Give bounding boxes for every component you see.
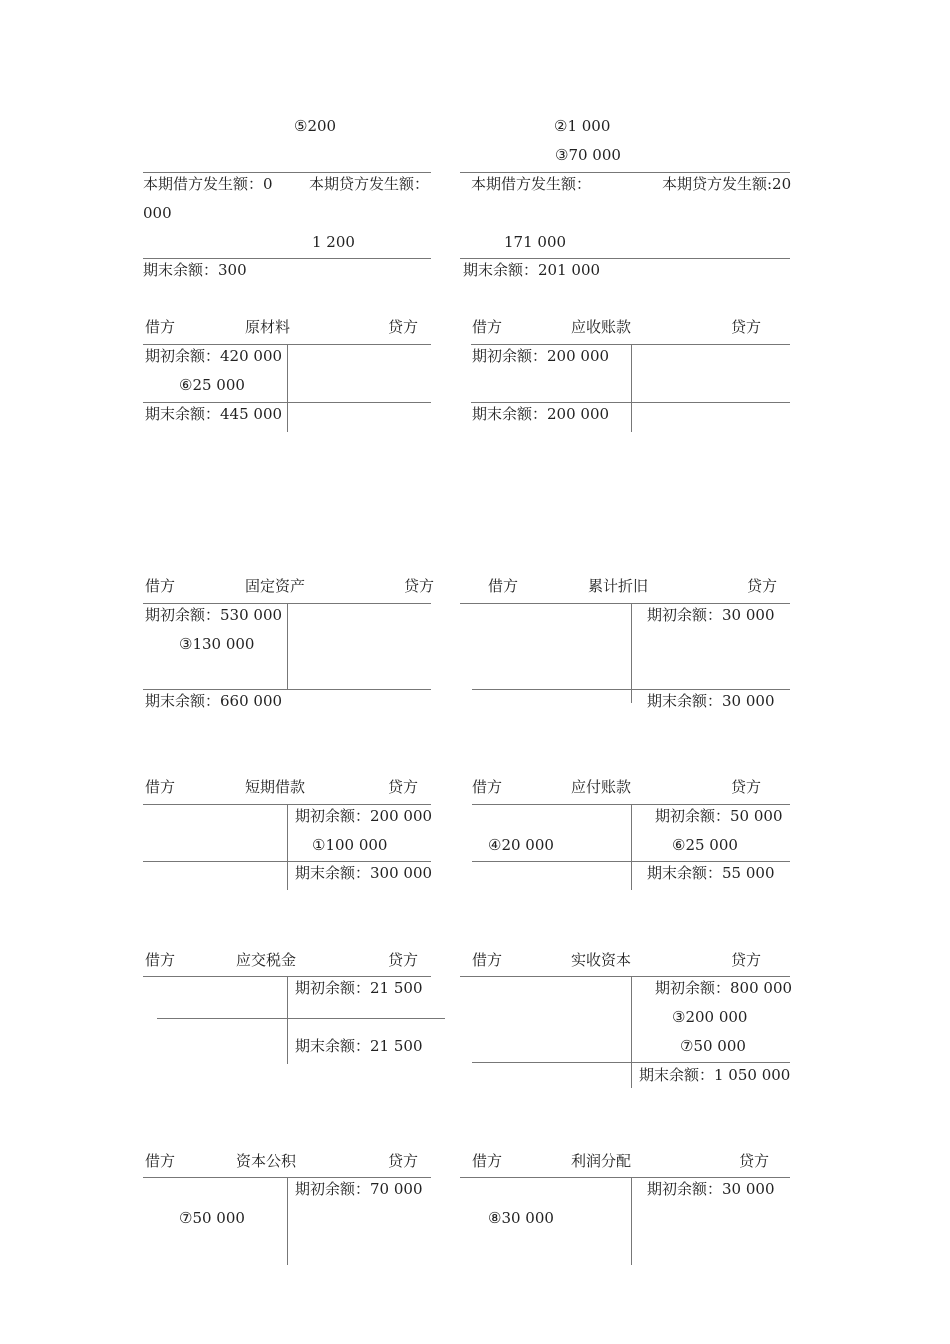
divider-line (472, 1062, 790, 1063)
credit-label: 贷方 (388, 778, 419, 796)
debit-label: 借方 (145, 318, 176, 336)
credit-entry-1: ⑥25 000 (672, 836, 738, 854)
account-title: 累计折旧 (588, 577, 649, 595)
ending-balance: 期末余额：21 500 (295, 1037, 423, 1055)
ending-balance: 期末余额：660 000 (145, 692, 283, 710)
opening-balance: 期初余额：200 000 (295, 807, 433, 825)
center-line (631, 344, 632, 432)
credit-entry-2: ⑦50 000 (680, 1037, 746, 1055)
header-line (460, 603, 790, 604)
debit-label: 借方 (145, 778, 176, 796)
ending-balance: 期末余额：200 000 (472, 405, 610, 423)
opening-balance: 期初余额：200 000 (472, 347, 610, 365)
opening-balance: 期初余额：420 000 (145, 347, 283, 365)
credit-entry-1: ①100 000 (312, 836, 388, 854)
credit-label: 贷方 (388, 1152, 419, 1170)
opening-balance: 期初余额：50 000 (655, 807, 783, 825)
divider-line (143, 861, 431, 862)
divider-line (143, 172, 431, 173)
debit-label: 借方 (472, 951, 503, 969)
debit-entry-1: ③130 000 (179, 635, 255, 653)
credit-label: 贷方 (739, 1152, 770, 1170)
divider-line (460, 172, 790, 173)
debit-label: 借方 (472, 778, 503, 796)
divider-line (460, 258, 790, 259)
divider-line (143, 402, 431, 403)
debit-entry-1: ⑧30 000 (488, 1209, 554, 1227)
center-line (287, 344, 288, 432)
debit-label: 借方 (488, 577, 519, 595)
account-title: 应付账款 (571, 778, 632, 796)
center-line (287, 1177, 288, 1265)
ending-balance: 期末余额：300 000 (295, 864, 433, 882)
divider-line (472, 689, 790, 690)
credit-label: 贷方 (731, 778, 762, 796)
debit-period-total-label: 本期借方发生额： (471, 175, 592, 193)
debit-entry-1: ⑦50 000 (179, 1209, 245, 1227)
account-title: 利润分配 (571, 1152, 632, 1170)
credit-period-total-value: 1 200 (312, 233, 355, 251)
debit-entry-1: ②1 000 (554, 117, 611, 135)
divider-line (472, 861, 790, 862)
ending-balance: 期末余额：300 (143, 261, 247, 279)
account-title: 固定资产 (245, 577, 306, 595)
credit-period-total: 本期贷方发生额:20 (662, 175, 792, 193)
account-title: 应交税金 (236, 951, 297, 969)
debit-entry-1: ④20 000 (488, 836, 554, 854)
credit-label: 贷方 (731, 951, 762, 969)
account-title: 资本公积 (236, 1152, 297, 1170)
ending-balance: 期末余额：201 000 (463, 261, 601, 279)
debit-label: 借方 (145, 1152, 176, 1170)
divider-line (157, 1018, 445, 1019)
credit-period-total-wrap: 000 (143, 204, 172, 222)
center-line (631, 1177, 632, 1265)
account-title: 短期借款 (245, 778, 306, 796)
center-line (287, 603, 288, 689)
credit-label: 贷方 (388, 318, 419, 336)
center-line (631, 804, 632, 890)
ending-balance: 期末余额：55 000 (647, 864, 775, 882)
credit-period-total-label: 本期贷方发生额： (309, 175, 430, 193)
credit-entry-1: ③200 000 (672, 1008, 748, 1026)
header-line (460, 1177, 790, 1178)
debit-entry-1: ⑥25 000 (179, 376, 245, 394)
debit-period-total-value: 171 000 (504, 233, 567, 251)
credit-label: 贷方 (731, 318, 762, 336)
ending-balance: 期末余额：1 050 000 (639, 1066, 791, 1084)
center-line (287, 976, 288, 1064)
account-title: 原材料 (245, 318, 291, 336)
center-line (631, 603, 632, 703)
credit-entry: ⑤200 (294, 117, 337, 135)
opening-balance: 期初余额：21 500 (295, 979, 423, 997)
debit-label: 借方 (145, 577, 176, 595)
account-title: 应收账款 (571, 318, 632, 336)
debit-label: 借方 (145, 951, 176, 969)
account-title: 实收资本 (571, 951, 632, 969)
divider-line (471, 402, 790, 403)
opening-balance: 期初余额：30 000 (647, 1180, 775, 1198)
debit-period-total: 本期借方发生额：0 (143, 175, 273, 193)
debit-label: 借方 (472, 1152, 503, 1170)
debit-label: 借方 (472, 318, 503, 336)
opening-balance: 期初余额：30 000 (647, 606, 775, 624)
ending-balance: 期末余额：30 000 (647, 692, 775, 710)
opening-balance: 期初余额：70 000 (295, 1180, 423, 1198)
center-line (287, 804, 288, 890)
opening-balance: 期初余额：800 000 (655, 979, 793, 997)
credit-label: 贷方 (388, 951, 419, 969)
credit-label: 贷方 (747, 577, 778, 595)
debit-entry-2: ③70 000 (555, 146, 621, 164)
ending-balance: 期末余额：445 000 (145, 405, 283, 423)
divider-line (143, 258, 431, 259)
center-line (631, 976, 632, 1088)
credit-label: 贷方 (404, 577, 435, 595)
header-line (460, 976, 790, 977)
opening-balance: 期初余额：530 000 (145, 606, 283, 624)
divider-line (143, 689, 431, 690)
